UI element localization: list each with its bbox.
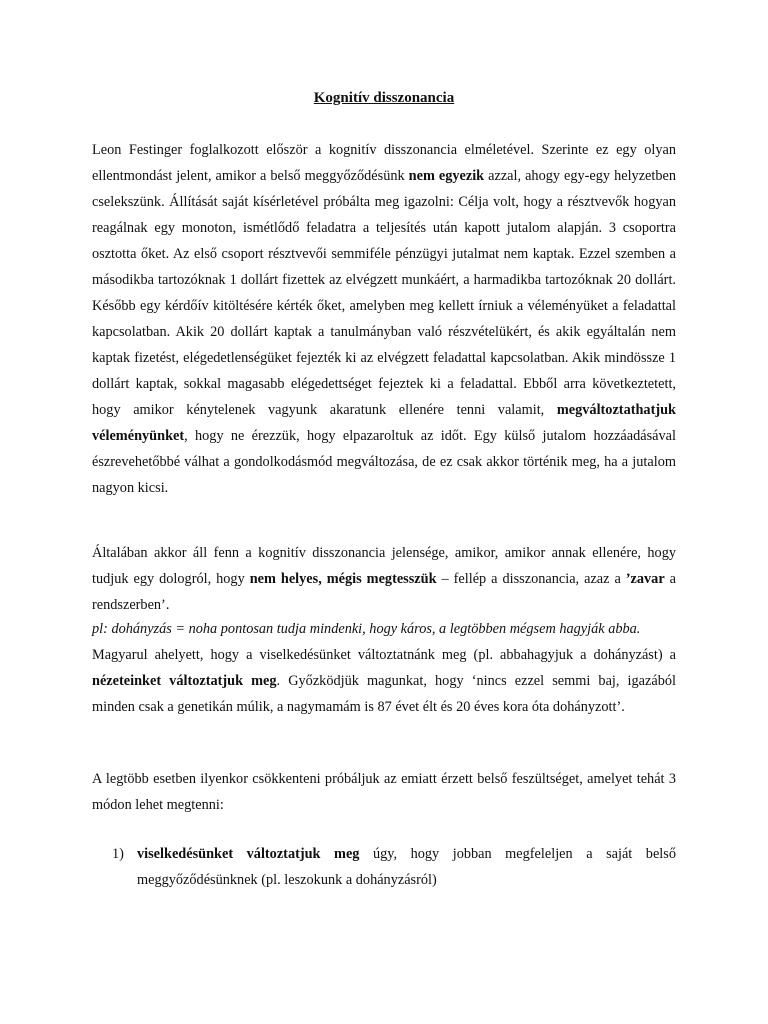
p2-text-1: Általában akkor áll fenn a kognitív disszonancia jelensége, amikor, amikor annak ellenére, hogy tudjuk egy dologról, hogy: [92, 545, 676, 587]
list-item-text: úgy, hogy jobban megfeleljen a saját belső meggyőződésünknek (pl. leszokunk a dohányzásról): [137, 846, 676, 888]
p4-text-1: Magyarul ahelyett, hogy a viselkedésünket változtatnánk meg (pl. abbahagyjuk a dohányzást) a: [92, 647, 676, 663]
p1-text-2: azzal, ahogy egy-egy helyzetben cselekszünk. Állítását saját kísérletével próbálta meg igazolni: Célja volt, hogy a résztvevők hogyan reagálnak egy monoton, ismétlődő feladatra a teljesítés után kapott jutalom alapján. 3 csoportra osztotta őket. Az első csoport résztvevői semmiféle pénzügyi jutalmat nem kaptak. Ezzel szemben a másodikba tartozóknak 1 dollárt fizettek az elvégzett munkáért, a harmadikba tartozóknak 20 dollárt. Később egy kérdőív kitöltésére kérték őket, amelyben meg kellett írniuk a véleményüket a feladattal kapcsolatban. Akik 20 dollárt kaptak a tanulmányban való részvételükért, és akik egyáltalán nem kaptak fizetést, elégedetlenségüket fejezték ki az elvégzett feladattal kapcsolatban. Akik mindössze 1 dollárt kaptak, sokkal magasabb elégedettséget fejeztek ki a feladattal. Ebből arra következtetett, hogy amikor kénytelenek vagyunk akaratunk ellenére tenni valamit,: [92, 168, 676, 418]
list-item: [92, 841, 676, 893]
p4-bold-1: nézeteinket változtatjuk meg: [92, 673, 277, 689]
paragraph-explanation: [92, 642, 676, 720]
p2-text-3: a rendszerben’.: [92, 571, 677, 613]
p1-bold-2: megváltoztathatjuk véleményünket: [92, 402, 676, 444]
list-item-bold: viselkedésünket változtatjuk meg: [137, 846, 360, 862]
list-item-number: 1): [112, 846, 124, 862]
p2-bold-2: ’zavar: [625, 571, 665, 587]
paragraph-example: pl: dohányzás = noha pontosan tudja mindenki, hogy káros, a legtöbben mégsem hagyják abba.: [92, 621, 641, 637]
paragraph-festinger: [92, 137, 676, 501]
paragraph-general: [92, 540, 676, 618]
p1-bold-1: nem egyezik: [408, 168, 485, 184]
p1-text-1: Leon Festinger foglalkozott először a kognitív disszonancia elméletével. Szerinte ez egy olyan ellentmondást jelent, amikor a belső meggyőződésünk: [92, 142, 676, 184]
p2-text-2: – fellép a disszonancia, azaz a: [436, 571, 626, 587]
p2-bold-1: nem helyes, mégis megtesszük: [249, 571, 437, 587]
methods-list: [92, 841, 676, 893]
p1-text-3: , hogy ne érezzük, hogy elpazaroltuk az időt. Egy külső jutalom hozzáadásával észrevehetőbbé válhat a gondolkodásmód megváltozása, de ez csak akkor történik meg, ha a jutalom nagyon kicsi.: [92, 428, 676, 496]
p4-text-2: . Győzködjük magunkat, hogy ‘nincs ezzel semmi baj, igazából minden csak a genetikán múlik, a nagymamám is 87 évet élt és 20 éves kora óta dohányzott’.: [92, 673, 676, 715]
paragraph-methods-intro: A legtöbb esetben ilyenkor csökkenteni próbáljuk az emiatt érzett belső feszültséget, amelyet tehát 3 módon lehet megtenni:: [92, 771, 676, 813]
document-title: Kognitív disszonancia: [313, 90, 455, 106]
